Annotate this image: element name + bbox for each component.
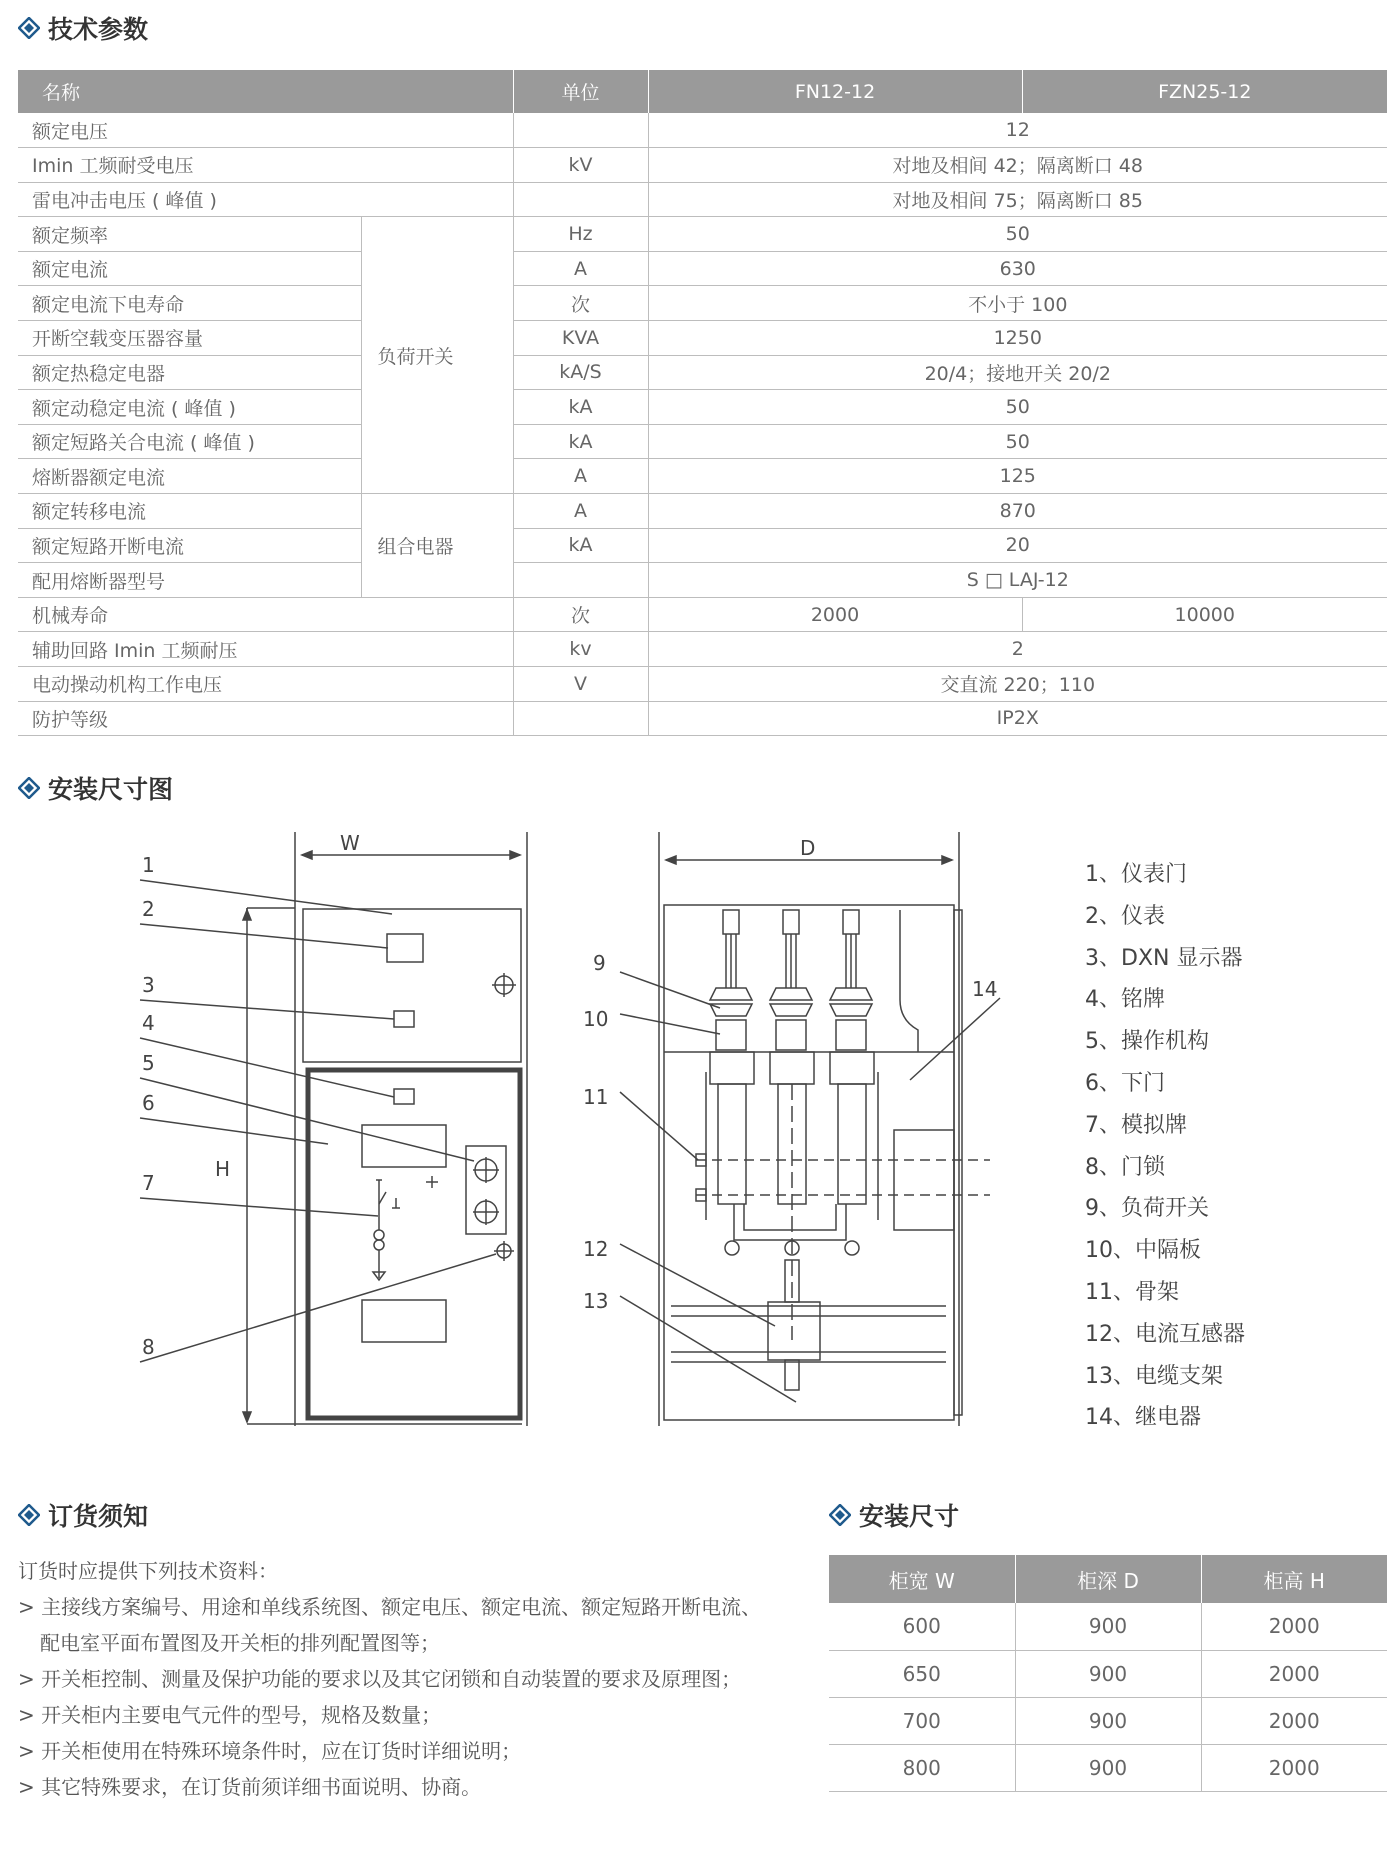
legend-item: 11、骨架 [1085, 1279, 1179, 1305]
callout-number: 7 [142, 1171, 155, 1195]
table-row: 额定转移电流 组合电器 A 870 [18, 494, 1387, 529]
section-title-tech: 技术参数 [18, 10, 148, 46]
callout-number: 1 [142, 853, 155, 877]
legend-item: 10、中隔板 [1085, 1238, 1201, 1264]
legend-item: 1、仪表门 [1085, 862, 1187, 887]
section-title-order: 订货须知 [18, 1497, 148, 1533]
table-row: 防护等级 IP2X [18, 701, 1387, 736]
order-item: > 开关柜使用在特殊环境条件时，应在订货时详细说明； [18, 1739, 522, 1763]
header-fzn25: FZN25-12 [1022, 70, 1387, 113]
legend-item: 9、负荷开关 [1085, 1196, 1209, 1222]
table-row: 800 900 2000 [829, 1744, 1387, 1791]
legend-item: 14、继电器 [1085, 1405, 1201, 1431]
diamond-icon [18, 777, 40, 799]
legend-item: 2、仪表 [1085, 903, 1165, 929]
table-row: 额定热稳定电器 kA/S 20/4；接地开关 20/2 [18, 355, 1387, 390]
section-title-install-dims: 安装尺寸 [829, 1497, 959, 1533]
callout-number: 4 [142, 1011, 155, 1035]
legend-item: 12、电流互感器 [1085, 1321, 1245, 1347]
callout-number: 12 [583, 1237, 609, 1261]
order-item: > 开关柜控制、测量及保护功能的要求以及其它闭锁和自动装置的要求及原理图； [18, 1667, 742, 1691]
order-item: > 主接线方案编号、用途和单线系统图、额定电压、额定电流、额定短路开断电流、 [18, 1595, 762, 1619]
group-load-switch: 负荷开关 [361, 217, 513, 494]
callout-number: 2 [142, 897, 155, 921]
table-row: 辅助回路 Imin 工频耐压 kv 2 [18, 632, 1387, 667]
legend-item: 4、铭牌 [1085, 987, 1165, 1013]
callout-number: 14 [972, 977, 998, 1001]
table-row: Imin 工频耐受电压 kV 对地及相间 42；隔离断口 48 [18, 148, 1387, 183]
table-row: 700 900 2000 [829, 1697, 1387, 1744]
table-row: 650 900 2000 [829, 1650, 1387, 1697]
dim-label-d: D [800, 836, 816, 860]
spec-table [18, 70, 1387, 736]
table-row: 额定电流下电寿命 次 不小于 100 [18, 286, 1387, 321]
header-unit: 单位 [513, 70, 648, 113]
legend-item: 5、操作机构 [1085, 1029, 1209, 1055]
table-row: 雷电冲击电压 ( 峰值 ) 对地及相间 75；隔离断口 85 [18, 182, 1387, 217]
table-row: 600 900 2000 [829, 1603, 1387, 1650]
order-item: > 其它特殊要求，在订货前须详细书面说明、协商。 [18, 1775, 482, 1799]
order-item: > 开关柜内主要电气元件的型号，规格及数量； [18, 1703, 442, 1727]
callout-number: 3 [142, 973, 155, 997]
diamond-icon [18, 17, 40, 39]
spec-header-row [18, 70, 1387, 113]
install-dims-table [829, 1555, 1387, 1792]
callout-number: 5 [142, 1051, 155, 1075]
table-row: 电动操动机构工作电压 V 交直流 220；110 [18, 667, 1387, 702]
callout-number: 8 [142, 1335, 155, 1359]
table-row: 额定短路开断电流 kA 20 [18, 528, 1387, 563]
dim-label-w: W [340, 831, 360, 855]
dims-header-row: 柜宽 W 柜深 D 柜高 H [829, 1555, 1387, 1603]
dim-label-h: H [215, 1157, 231, 1181]
table-row: 熔断器额定电流 A 125 [18, 459, 1387, 494]
table-row: 机械寿命 次 2000 10000 [18, 597, 1387, 632]
section-title-install-drawing: 安装尺寸图 [18, 770, 173, 806]
diamond-icon [18, 1504, 40, 1526]
callout-number: 13 [583, 1289, 609, 1313]
table-row: 开断空载变压器容量 KVA 1250 [18, 321, 1387, 356]
group-combined: 组合电器 [361, 494, 513, 598]
legend-item: 3、DXN 显示器 [1085, 945, 1243, 971]
callout-number: 10 [583, 1007, 609, 1031]
order-intro: 订货时应提供下列技术资料： [18, 1559, 278, 1583]
legend-item: 7、模拟牌 [1085, 1112, 1187, 1138]
table-row: 额定短路关合电流 ( 峰值 ) kA 50 [18, 424, 1387, 459]
legend-item: 8、门锁 [1085, 1154, 1165, 1180]
table-row: 额定电流 A 630 [18, 251, 1387, 286]
table-row: 额定频率 负荷开关 Hz 50 [18, 217, 1387, 252]
legend-item: 13、电缆支架 [1085, 1363, 1223, 1389]
order-info [18, 1553, 808, 1805]
table-row: 额定电压 12 [18, 113, 1387, 148]
table-row: 配用熔断器型号 S □ LAJ-12 [18, 563, 1387, 598]
table-row: 额定动稳定电流 ( 峰值 ) kA 50 [18, 390, 1387, 425]
legend-item: 6、下门 [1085, 1070, 1165, 1096]
diamond-icon [829, 1504, 851, 1526]
header-fn12: FN12-12 [648, 70, 1022, 113]
header-name: 名称 [18, 70, 513, 113]
drawing-legend [1085, 860, 1245, 1445]
callout-number: 11 [583, 1085, 609, 1109]
install-dimension-drawing [130, 820, 1030, 1440]
order-item: 配电室平面布置图及开关柜的排列配置图等； [40, 1631, 440, 1655]
callout-number: 9 [593, 951, 606, 975]
callout-number: 6 [142, 1091, 155, 1115]
